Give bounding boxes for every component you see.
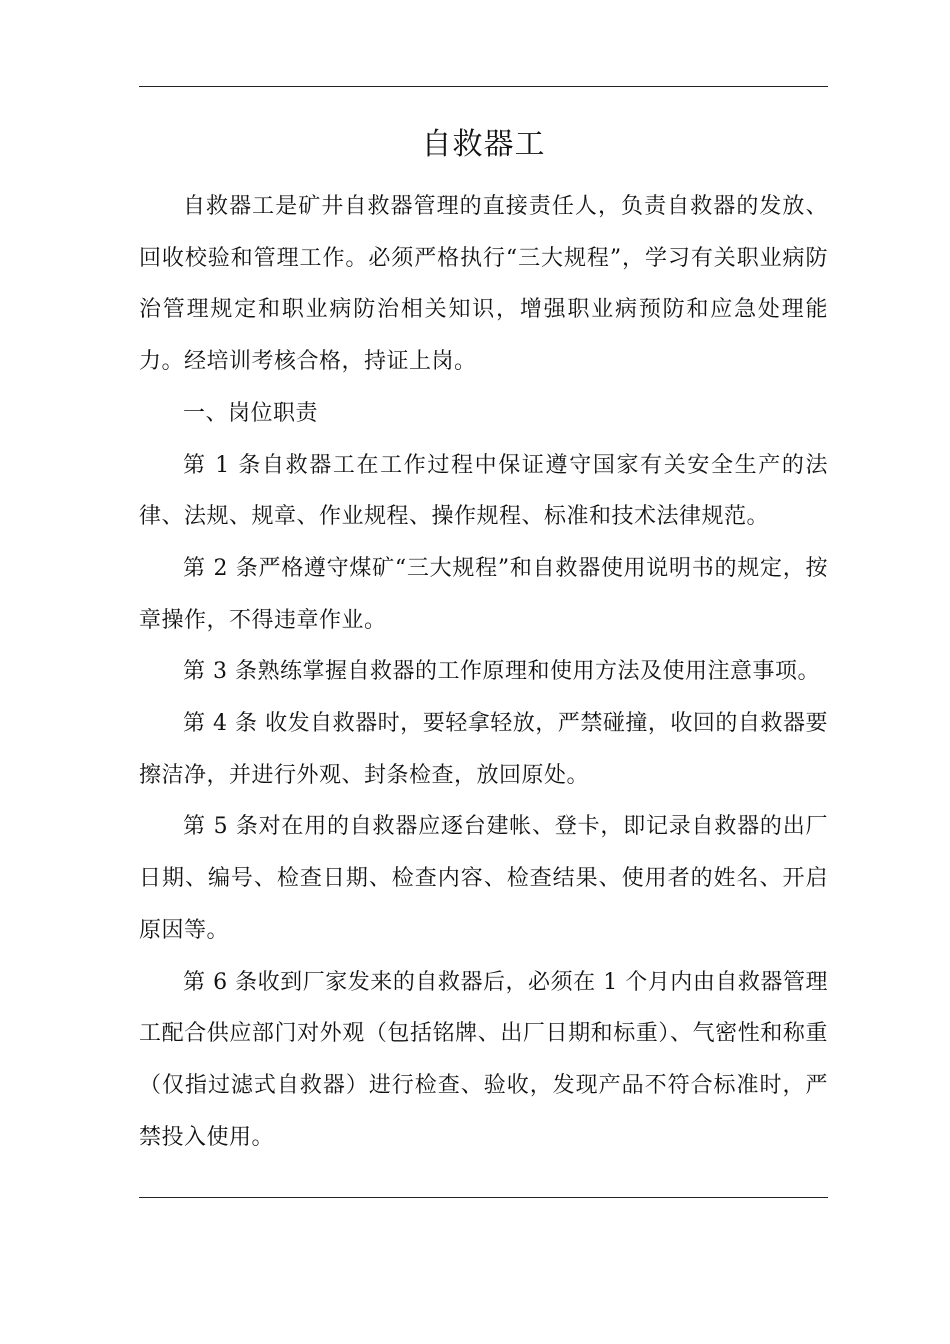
article-paragraph: 第 1 条自救器工在工作过程中保证遵守国家有关安全生产的法律、法规、规章、作业规程、操作规程、标准和技术法律规范。 [139,452,828,530]
footer-rule [139,1197,828,1198]
article-paragraph: 第 3 条熟练掌握自救器的工作原理和使用方法及使用注意事项。 [183,659,820,685]
section-heading: 一、岗位职责 [183,400,319,426]
page-title: 自救器工 [421,127,546,162]
article-paragraph: 第 5 条对在用的自救器应逐台建帐、登卡，即记录自救器的出厂日期、编号、检查日期、检查内容、检查结果、使用者的姓名、开启原因等。 [139,814,828,943]
article-paragraph: 第 2 条严格遵守煤矿“三大规程”和自救器使用说明书的规定，按章操作，不得违章作业。 [139,555,828,633]
header-rule [139,86,828,87]
intro-paragraph: 自救器工是矿井自救器管理的直接责任人，负责自救器的发放、回收校验和管理工作。必须严格执行“三大规程”，学习有关职业病防治管理规定和职业病防治相关知识，增强职业病预防和应急处理能力。经培训考核合格，持证上岗。 [139,194,828,375]
document-body [139,181,828,1163]
article-paragraph: 第 4 条 收发自救器时，要轻拿轻放，严禁碰撞，收回的自救器要擦洁净，并进行外观、封条检查，放回原处。 [139,711,828,788]
article-paragraph: 第 6 条收到厂家发来的自救器后，必须在 1 个月内由自救器管理工配合供应部门对外观（包括铭牌、出厂日期和标重）、气密性和称重（仅指过滤式自救器）进行检查、验收，发现产品不符合标准时，严禁投入使用。 [139,969,829,1150]
